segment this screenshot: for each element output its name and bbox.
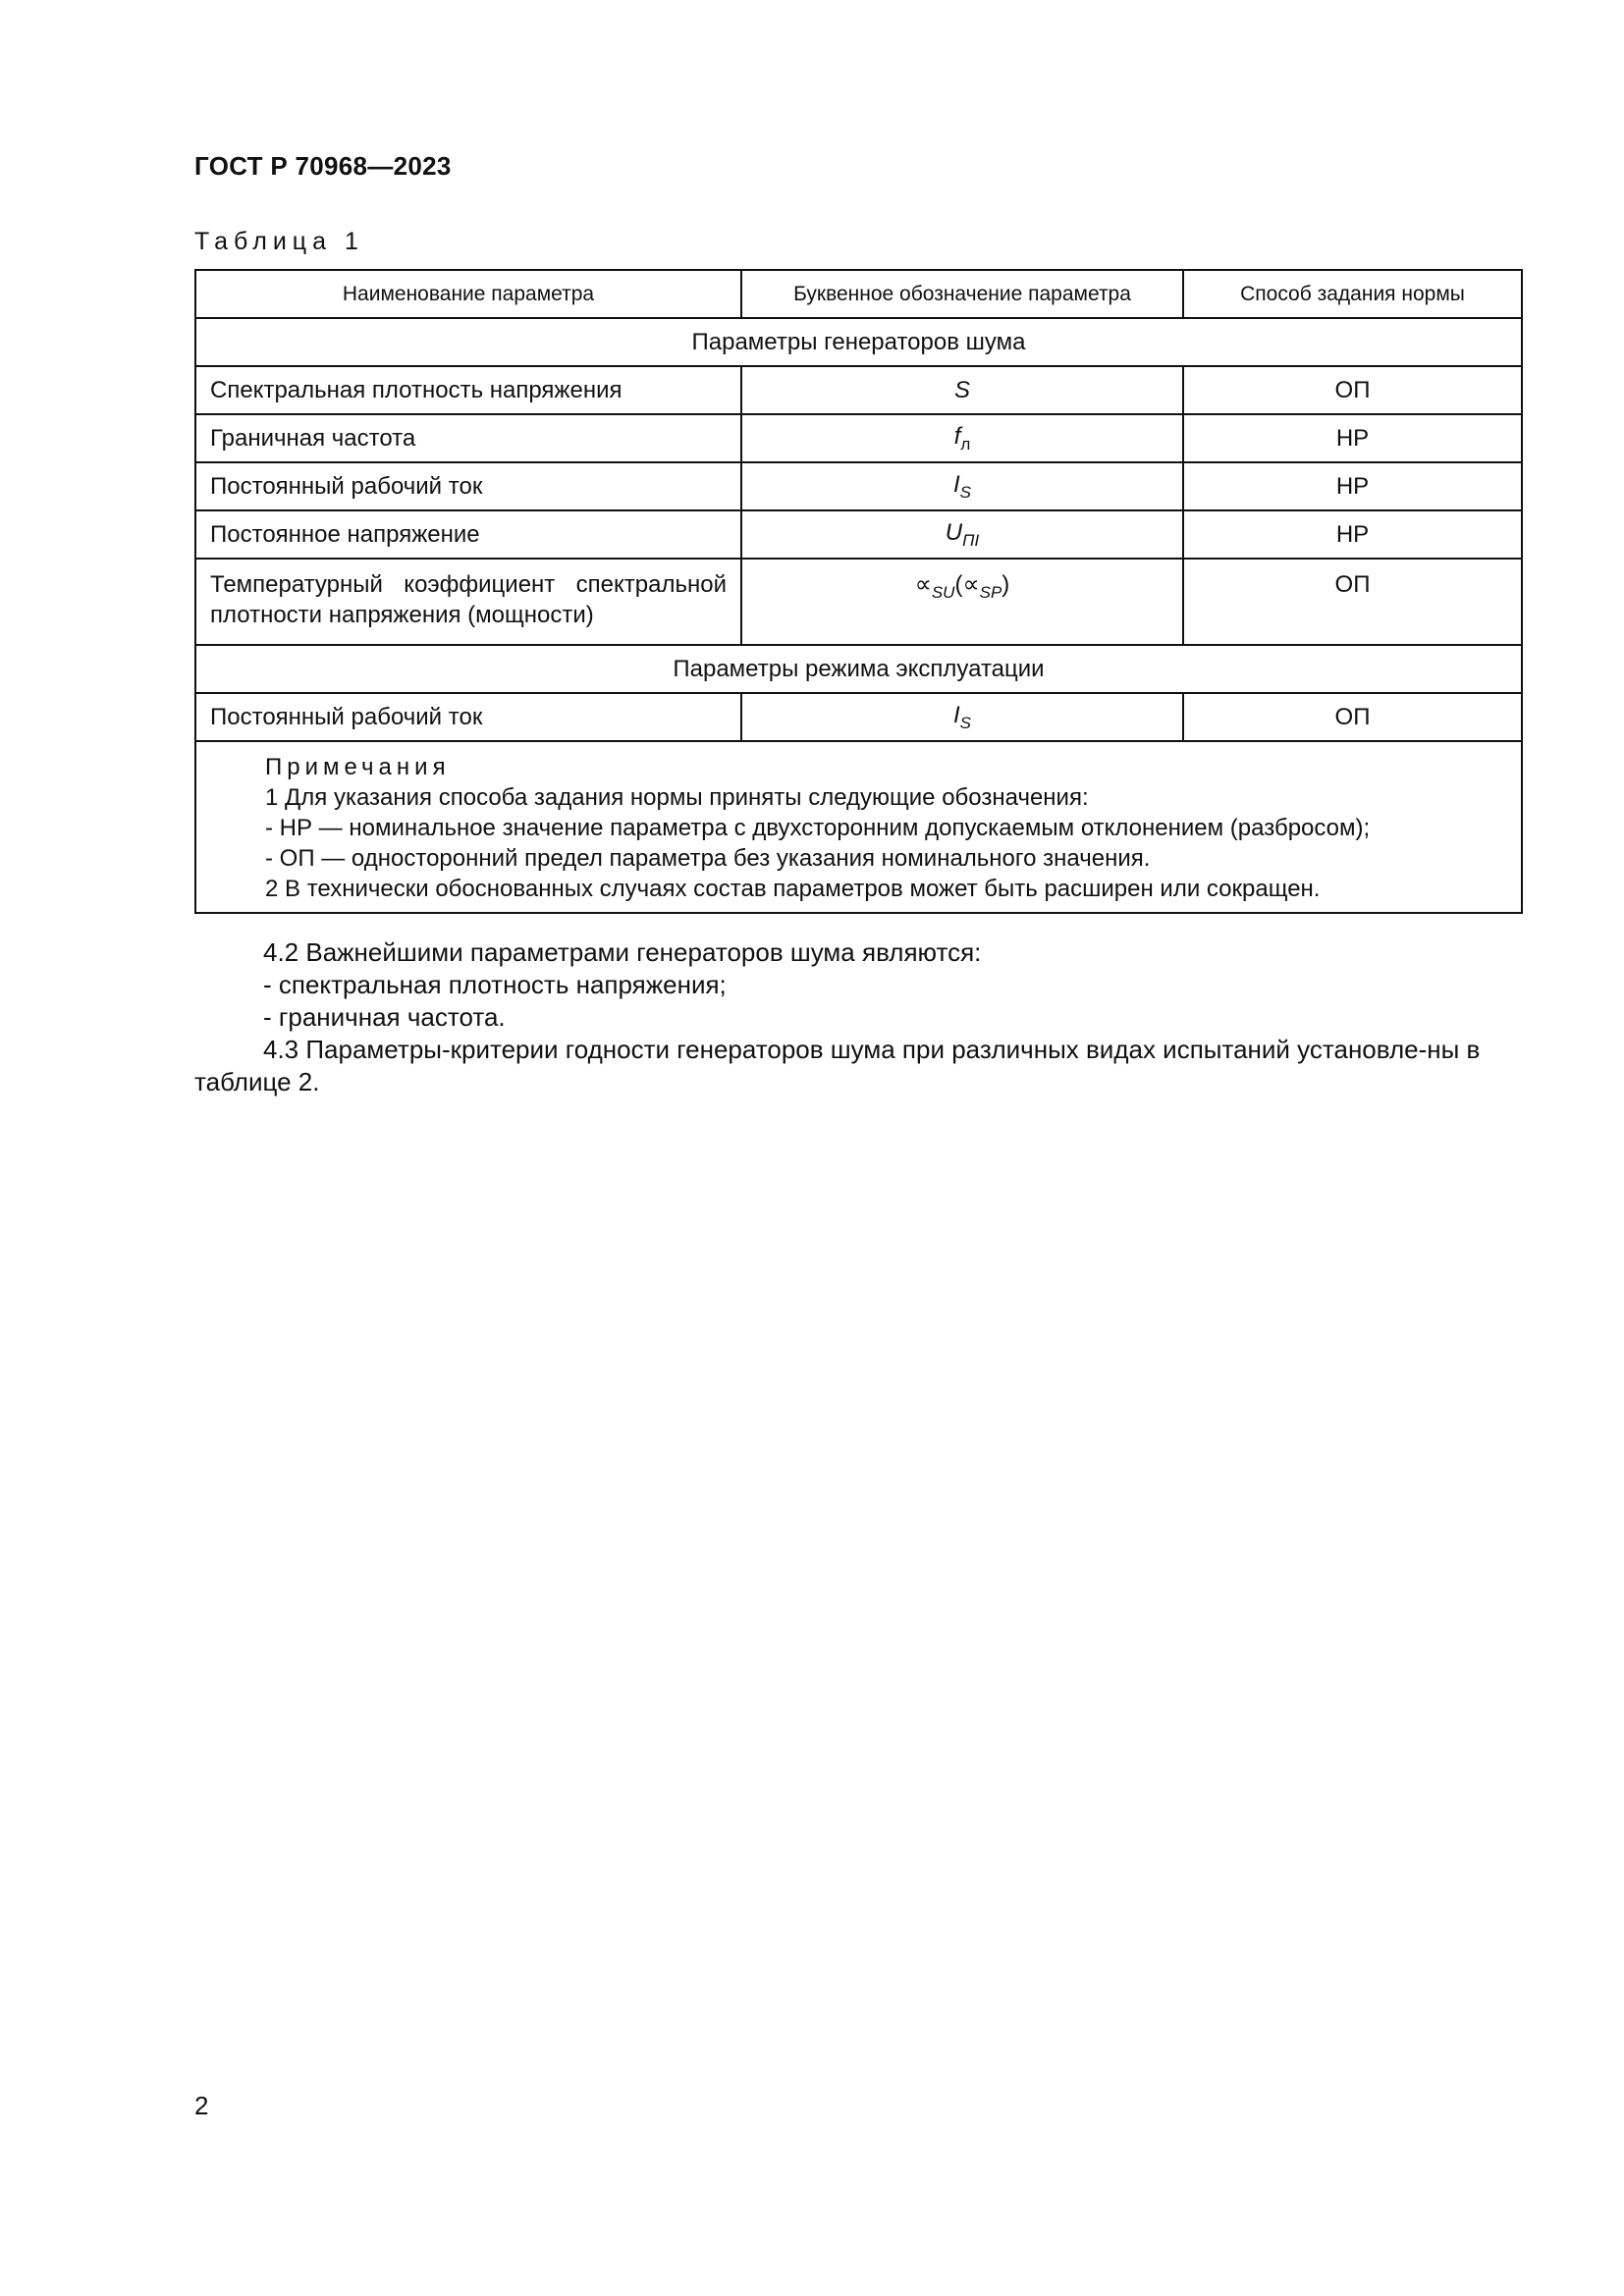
table-section-row [195,318,1522,366]
column-header: Буквенное обозначение параметра [741,270,1183,318]
param-name: Постоянный рабочий ток [195,693,741,741]
notes-title: Примечания [265,754,451,780]
page-number: 2 [194,2091,209,2120]
param-name: Постоянное напряжение [195,510,741,559]
param-name: Спектральная плотность напряжения [195,366,741,414]
param-symbol: $I_S$ [741,693,1183,741]
table-header-row [195,270,1522,318]
param-norm: НР [1183,414,1522,462]
param-symbol: $\propto_{SU}(\propto_{SP})$ [741,559,1183,645]
body-text [194,936,1521,1098]
param-symbol: $U_{ПI}$ [741,510,1183,559]
table-row [195,510,1522,559]
table-row [195,559,1522,645]
paragraph-4-3: 4.3 Параметры-критерии годности генераторов шума при различных видах испытаний установле-ны в таблице 2. [194,1035,1481,1096]
param-symbol: $f_л$ [741,414,1183,462]
param-name: Температурный коэффициент спектральной плотности напряжения (мощности) [195,559,741,645]
note-item: 1 Для указания способа задания нормы приняты следующие обозначения: [265,784,1089,811]
table-caption: Таблица 1 [194,228,364,255]
table-notes-row [195,741,1522,913]
paragraph-4-2: 4.2 Важнейшими параметрами генераторов шума являются: [263,937,982,967]
note-item: - НР — номинальное значение параметра с двухсторонним допускаемым отклонением (разбросом); [265,815,1371,841]
section-title: Параметры генераторов шума [195,318,1522,366]
param-symbol: $I_S$ [741,462,1183,510]
section-title: Параметры режима эксплуатации [195,645,1522,693]
param-norm: ОП [1183,559,1522,645]
table-row [195,462,1522,510]
column-header: Способ задания нормы [1183,270,1522,318]
param-name: Постоянный рабочий ток [195,462,741,510]
table-section-row [195,645,1522,693]
param-norm: ОП [1183,693,1522,741]
note-item: 2 В технически обоснованных случаях состав параметров может быть расширен или сокращен. [265,876,1321,902]
table-row [195,414,1522,462]
document-header: ГОСТ Р 70968—2023 [194,151,452,181]
column-header: Наименование параметра [195,270,741,318]
param-symbol: S [741,366,1183,414]
list-item: - граничная частота. [263,1002,506,1032]
parameters-table [194,269,1523,914]
note-item: - ОП — односторонний предел параметра без указания номинального значения. [265,845,1151,872]
table-notes [195,741,1522,913]
param-norm: НР [1183,462,1522,510]
param-norm: НР [1183,510,1522,559]
list-item: - спектральная плотность напряжения; [263,970,727,999]
table-row [195,366,1522,414]
param-norm: ОП [1183,366,1522,414]
table-row [195,693,1522,741]
param-name: Граничная частота [195,414,741,462]
